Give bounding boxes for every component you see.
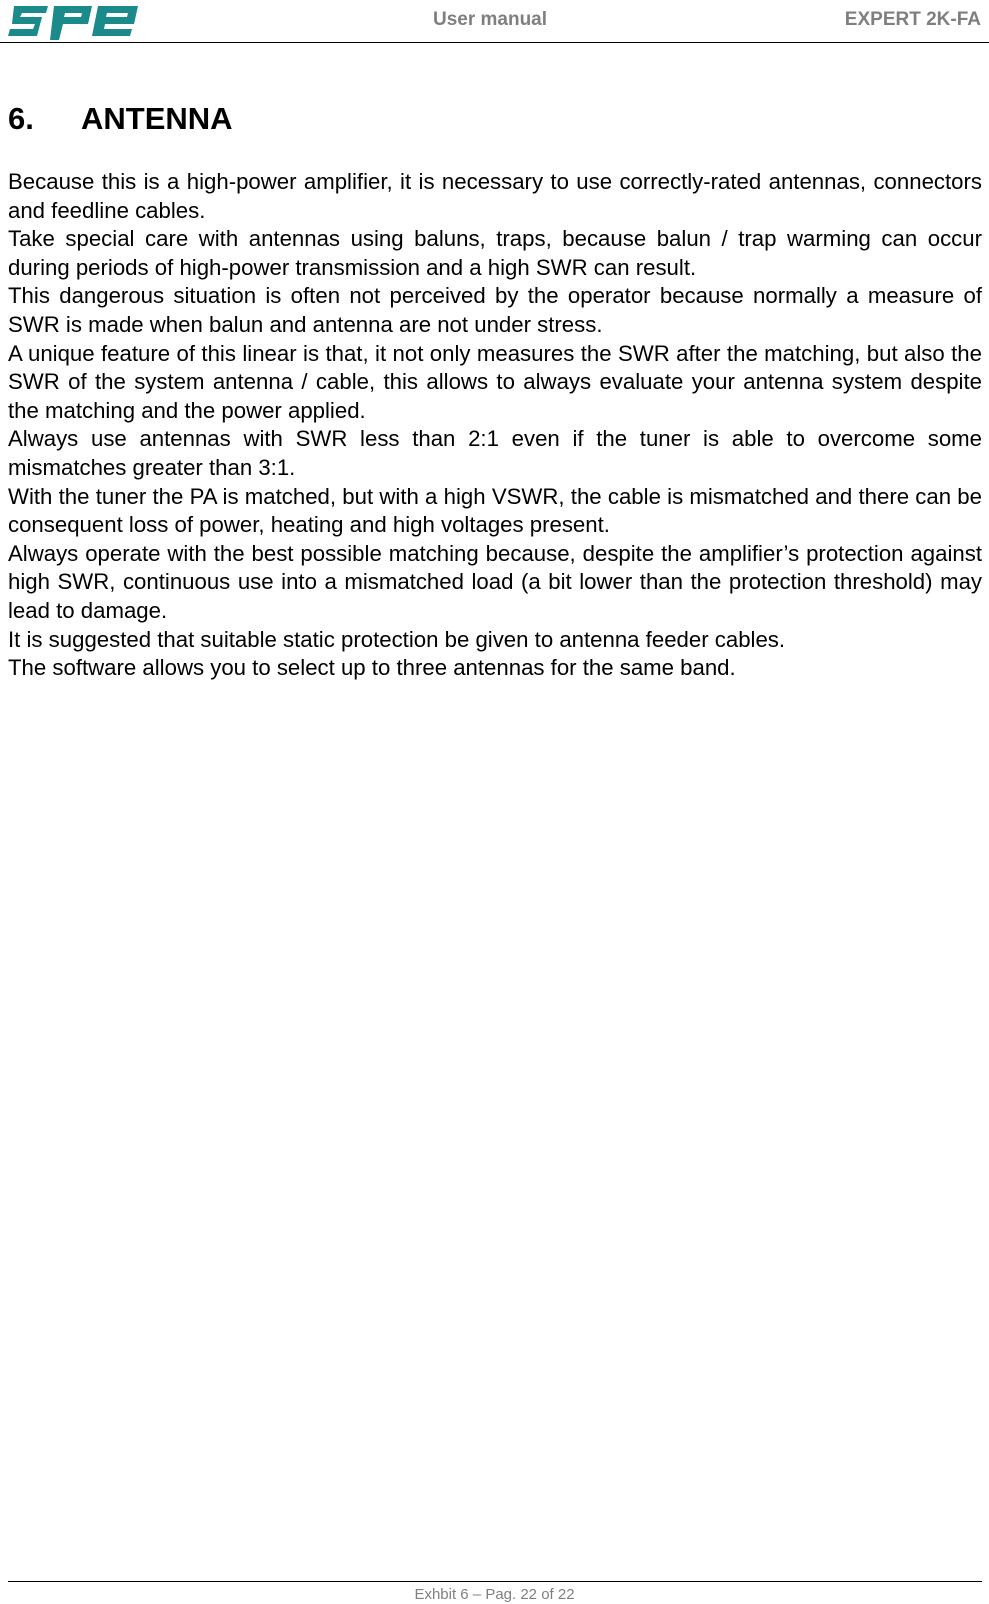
- paragraph: Take special care with antennas using baluns, traps, because balun / trap warming can occur during periods of high-power transmission and a high SWR can result.: [8, 226, 982, 280]
- paragraph: This dangerous situation is often not perceived by the operator because normally a measure of SWR is made when balun and antenna are not under stress.: [8, 283, 982, 337]
- footer-rule: [8, 1581, 982, 1582]
- paragraph: Because this is a high-power amplifier, it is necessary to use correctly-rated antennas, connectors and feedline cables.: [8, 169, 982, 223]
- paragraph: With the tuner the PA is matched, but with a high VSWR, the cable is mismatched and there can be consequent loss of power, heating and high voltages present.: [8, 483, 982, 538]
- section-number: 6.: [8, 101, 34, 136]
- paragraph: It is suggested that suitable static protection be given to antenna feeder cables.: [8, 626, 786, 652]
- page-footer: Exhbit 6 – Pag. 22 of 22: [414, 1586, 575, 1603]
- page-header: [0, 0, 989, 43]
- section-heading: [8, 100, 233, 138]
- paragraph: The software allows you to select up to three antennas for the same band.: [8, 655, 736, 681]
- spe-logo-icon: [8, 2, 140, 40]
- paragraph: Always use antennas with SWR less than 2:1 even if the tuner is able to overcome some mismatches greater than 3:1.: [8, 426, 982, 480]
- paragraph: A unique feature of this linear is that, it not only measures the SWR after the matching, but also the SWR of the system antenna / cable, this allows to always evaluate your antenna system despite the matching and the power applied.: [8, 340, 982, 423]
- header-title: User manual: [432, 9, 548, 30]
- header-product: EXPERT 2K-FA: [844, 9, 981, 30]
- section-title: ANTENNA: [81, 101, 233, 136]
- body-text: [8, 168, 982, 683]
- paragraph: Always operate with the best possible matching because, despite the amplifier’s protection against high SWR, continuous use into a mismatched load (a bit lower than the protection threshold) may lead to damage.: [8, 540, 982, 623]
